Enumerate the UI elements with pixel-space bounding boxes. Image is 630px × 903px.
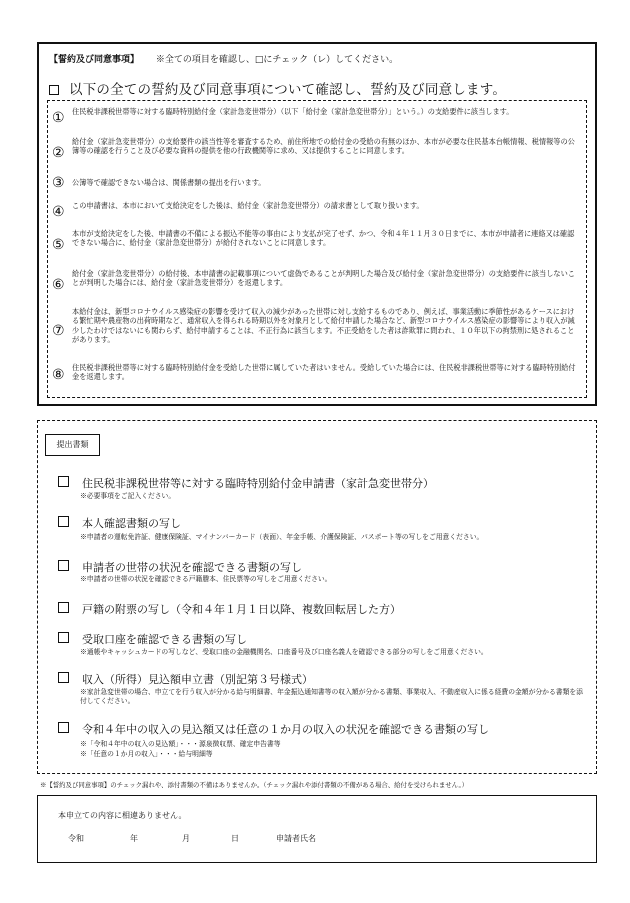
document-note: ※申請者の世帯の状況を確認できる戸籍謄本、住民票等の写しをご用意ください。 xyxy=(80,575,332,583)
document-checkbox[interactable] xyxy=(58,476,69,487)
consent-checkbox[interactable] xyxy=(49,85,59,95)
consent-items-list xyxy=(47,100,587,398)
document-checkbox[interactable] xyxy=(58,632,69,643)
document-checkbox[interactable] xyxy=(58,560,69,571)
consent-item-text: 住民税非課税世帯等に対する臨時特別給付金（家計急変世帯分）（以下「給付金（家計急変世帯分）」という。）の支給要件に該当します。 xyxy=(72,107,514,116)
document-title: 収入（所得）見込額申立書（別記第３号様式） xyxy=(82,673,313,686)
consent-item-number: ⑤ xyxy=(52,237,65,253)
document-checkbox[interactable] xyxy=(58,672,69,683)
consent-item-text: この申請書は、本市において支給決定をした後は、給付金（家計急変世帯分）の請求書として取り扱います。 xyxy=(72,201,424,210)
document-note: ※必要事項をご記入ください。 xyxy=(80,492,176,500)
signature-statement: 本申立ての内容に相違ありません。 xyxy=(58,811,187,820)
applicant-name-label: 申請者氏名 xyxy=(276,834,316,843)
document-note: ※家計急変世帯の場合、申立てを行う収入が分かる給与明細書、年金振込通知書等の収入額が分かる書類、事業収入、不動産収入に係る経費の金額が分かる書類を添付してください。 xyxy=(80,688,583,705)
consent-item-text: 本市が支給決定をした後、申請書の不備による振込不能等の事由により支払が完了せず、かつ、令和４年１１月３０日までに、本市が申請者に連絡又は確認できない場合に、給付金（家計急変世帯分）が給付されないことに同意します。 xyxy=(72,229,575,248)
documents-section xyxy=(37,420,597,774)
consent-item-text: 住民税非課税世帯等に対する臨時特別給付金を受給した世帯に属していた者はいません。受給していた場合には、住民税非課税世帯等に対する臨時特別給付金を返還します。 xyxy=(72,363,576,382)
consent-item-number: ④ xyxy=(52,204,65,220)
document-note: ※申請者の運転免許証、健康保険証、マイナンバーカード（表面）、年金手帳、介護保険証、パスポート等の写しをご用意ください。 xyxy=(80,533,484,541)
month-label: 月 xyxy=(182,834,190,843)
document-title: 戸籍の附票の写し（令和４年１月１日以降、複数回転居した方） xyxy=(82,603,401,616)
document-note: ※「任意の１か月の収入」・・・給与明細等 xyxy=(80,750,213,758)
consent-statement: 以下の全ての誓約及び同意事項について確認し、誓約及び同意します。 xyxy=(69,82,507,98)
signature-section xyxy=(37,795,597,863)
document-title: 令和４年中の収入の見込額又は任意の１か月の収入の状況を確認できる書類の写し xyxy=(82,723,489,736)
consent-item-number: ⑥ xyxy=(52,277,65,293)
year-label: 年 xyxy=(130,834,138,843)
consent-item-number: ⑧ xyxy=(52,367,65,383)
document-title: 申請者の世帯の状況を確認できる書類の写し xyxy=(82,561,302,574)
consent-item-text: 公簿等で確認できない場合は、関係書類の提出を行います。 xyxy=(72,178,266,187)
consent-header xyxy=(49,52,398,65)
document-note: ※「令和４年中の収入の見込額」・・・源泉徴収票、確定申告書等 xyxy=(80,740,281,748)
footnote: ※【誓約及び同意事項】のチェック漏れや、添付書類の不備はありませんか。（チェック漏れや添付書類の不備がある場合、給付を受けられません。） xyxy=(40,781,469,789)
consent-item-text: 給付金（家計急変世帯分）の給付後、本申請書の記載事項について虚偽であることが判明した場合及び給付金（家計急変世帯分）の支給要件に該当しないことが判明した場合には、給付金（家計急変世帯分）を返還します。 xyxy=(72,269,575,288)
consent-header-label: 【誓約及び同意事項】 xyxy=(49,55,140,65)
document-note: ※通帳やキャッシュカードの写しなど、受取口座の金融機関名、口座番号及び口座名義人を確認できる部分の写しをご用意ください。 xyxy=(80,648,488,656)
consent-item-number: ⑦ xyxy=(52,323,65,339)
consent-item-text: 給付金（家計急変世帯分）の支給要件の該当性等を審査するため、前住所地での給付金の受給の有無のほか、本市が必要な住民基本台帳情報、税情報等の公簿等の確認を行うこと及び必要な資料の提供を他の行政機関等に求め、又は提供することに同意します。 xyxy=(72,137,575,156)
documents-title: 提出書類 xyxy=(45,434,100,456)
day-label: 日 xyxy=(231,834,239,843)
document-title: 住民税非課税世帯等に対する臨時特別給付金申請書（家計急変世帯分） xyxy=(82,477,434,490)
document-title: 本人確認書類の写し xyxy=(82,517,181,530)
consent-statement-row[interactable] xyxy=(49,78,506,98)
document-checkbox[interactable] xyxy=(58,722,69,733)
document-title: 受取口座を確認できる書類の写し xyxy=(82,633,247,646)
consent-section xyxy=(37,42,597,406)
era-label: 令和 xyxy=(68,834,84,843)
consent-item-number: ② xyxy=(52,145,65,161)
document-checkbox[interactable] xyxy=(58,516,69,527)
consent-item-number: ① xyxy=(52,110,65,126)
consent-item-number: ③ xyxy=(52,175,65,191)
consent-item-text: 本給付金は、新型コロナウイルス感染症の影響を受けて収入の減少があった世帯に対し支給するものであり、例えば、事業活動に季節性があるケースにおける繁忙期や農産物の出荷時期など、通常収入を得られる時期以外を対象月として給付申請した場合など、新型コロナウイルス感染症の影響等により収入が減少したわけではないにも関わらず、給付申請することは、不正行為に該当します。不正受給をした者は詐欺罪に問われ、１０年以下の拘禁刑に処されることがあります。 xyxy=(72,307,575,344)
document-checkbox[interactable] xyxy=(58,602,69,613)
consent-header-instruction: ※全ての項目を確認し、□にチェック（レ）してください。 xyxy=(155,55,399,65)
